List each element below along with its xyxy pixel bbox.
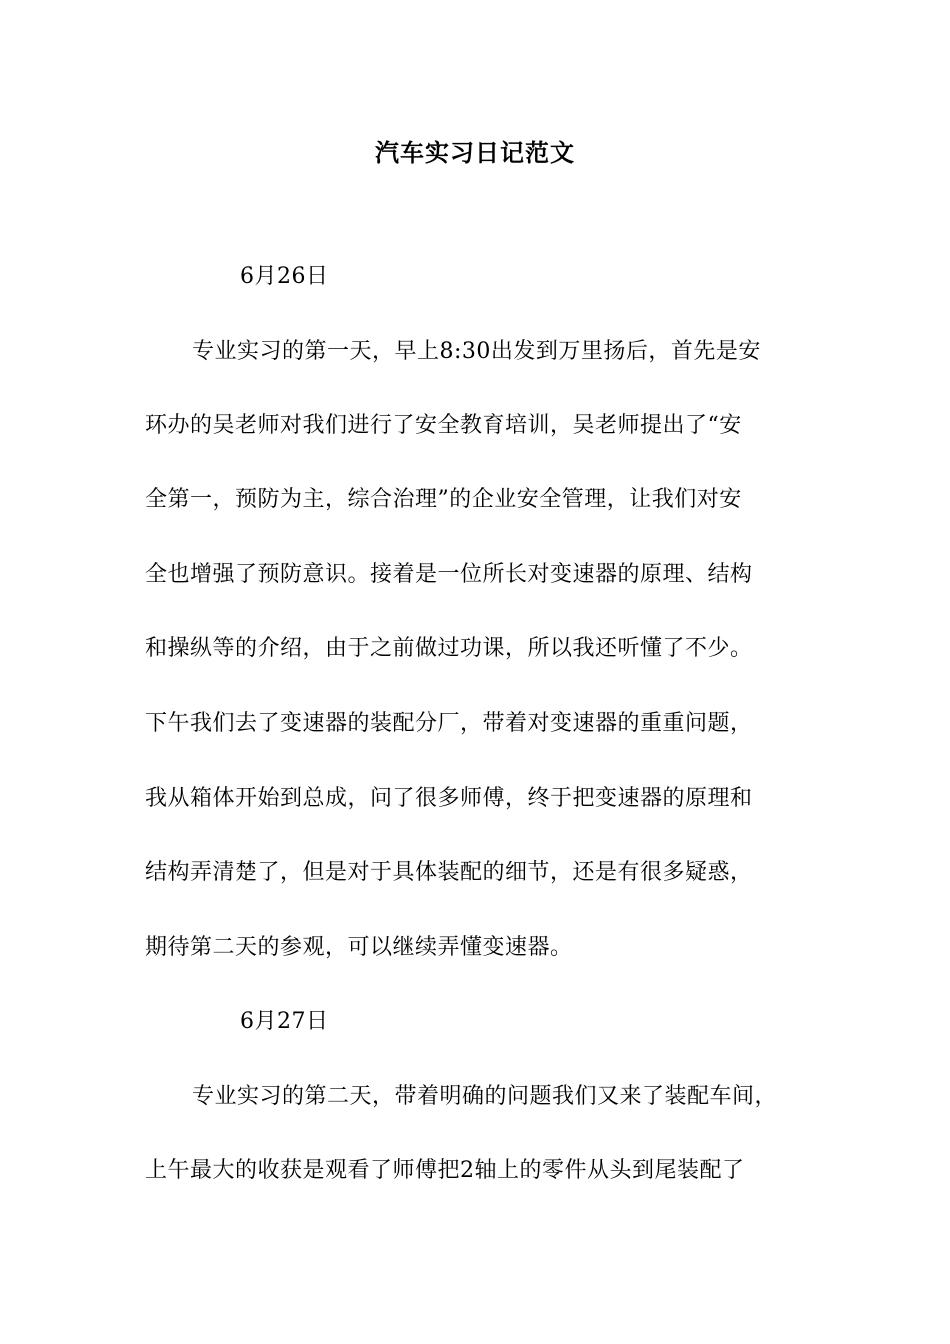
paragraph-line: 上午最大的收获是观看了师傅把2轴上的零件从头到尾装配了 bbox=[145, 1158, 745, 1183]
paragraph-line: 和操纵等的介绍，由于之前做过功课，所以我还听懂了不少。 bbox=[145, 636, 753, 661]
paragraph-line: 环办的吴老师对我们进行了安全教育培训，吴老师提出了“安 bbox=[145, 413, 742, 438]
entry-date: 6月27日 bbox=[240, 1009, 329, 1034]
paragraph-line: 专业实习的第二天，带着明确的问题我们又来了装配车间， bbox=[192, 1084, 778, 1109]
entry-date: 6月26日 bbox=[240, 264, 329, 289]
paragraph-line: 全也增强了预防意识。接着是一位所长对变速器的原理、结构 bbox=[145, 562, 753, 587]
paragraph-line: 结构弄清楚了，但是对于具体装配的细节，还是有很多疑惑， bbox=[145, 860, 753, 885]
paragraph-line: 我从箱体开始到总成，问了很多师傅，终于把变速器的原理和 bbox=[145, 786, 753, 811]
paragraph-line: 下午我们去了变速器的装配分厂，带着对变速器的重重问题， bbox=[145, 711, 753, 736]
paragraph-line: 全第一，预防为主，综合治理”的企业安全管理，让我们对安 bbox=[145, 487, 742, 512]
paragraph-line: 专业实习的第一天，早上8:30出发到万里扬后，首先是安 bbox=[192, 339, 761, 364]
paragraph-line: 期待第二天的参观，可以继续弄懂变速器。 bbox=[145, 935, 573, 960]
document-title: 汽车实习日记范文 bbox=[375, 138, 575, 167]
